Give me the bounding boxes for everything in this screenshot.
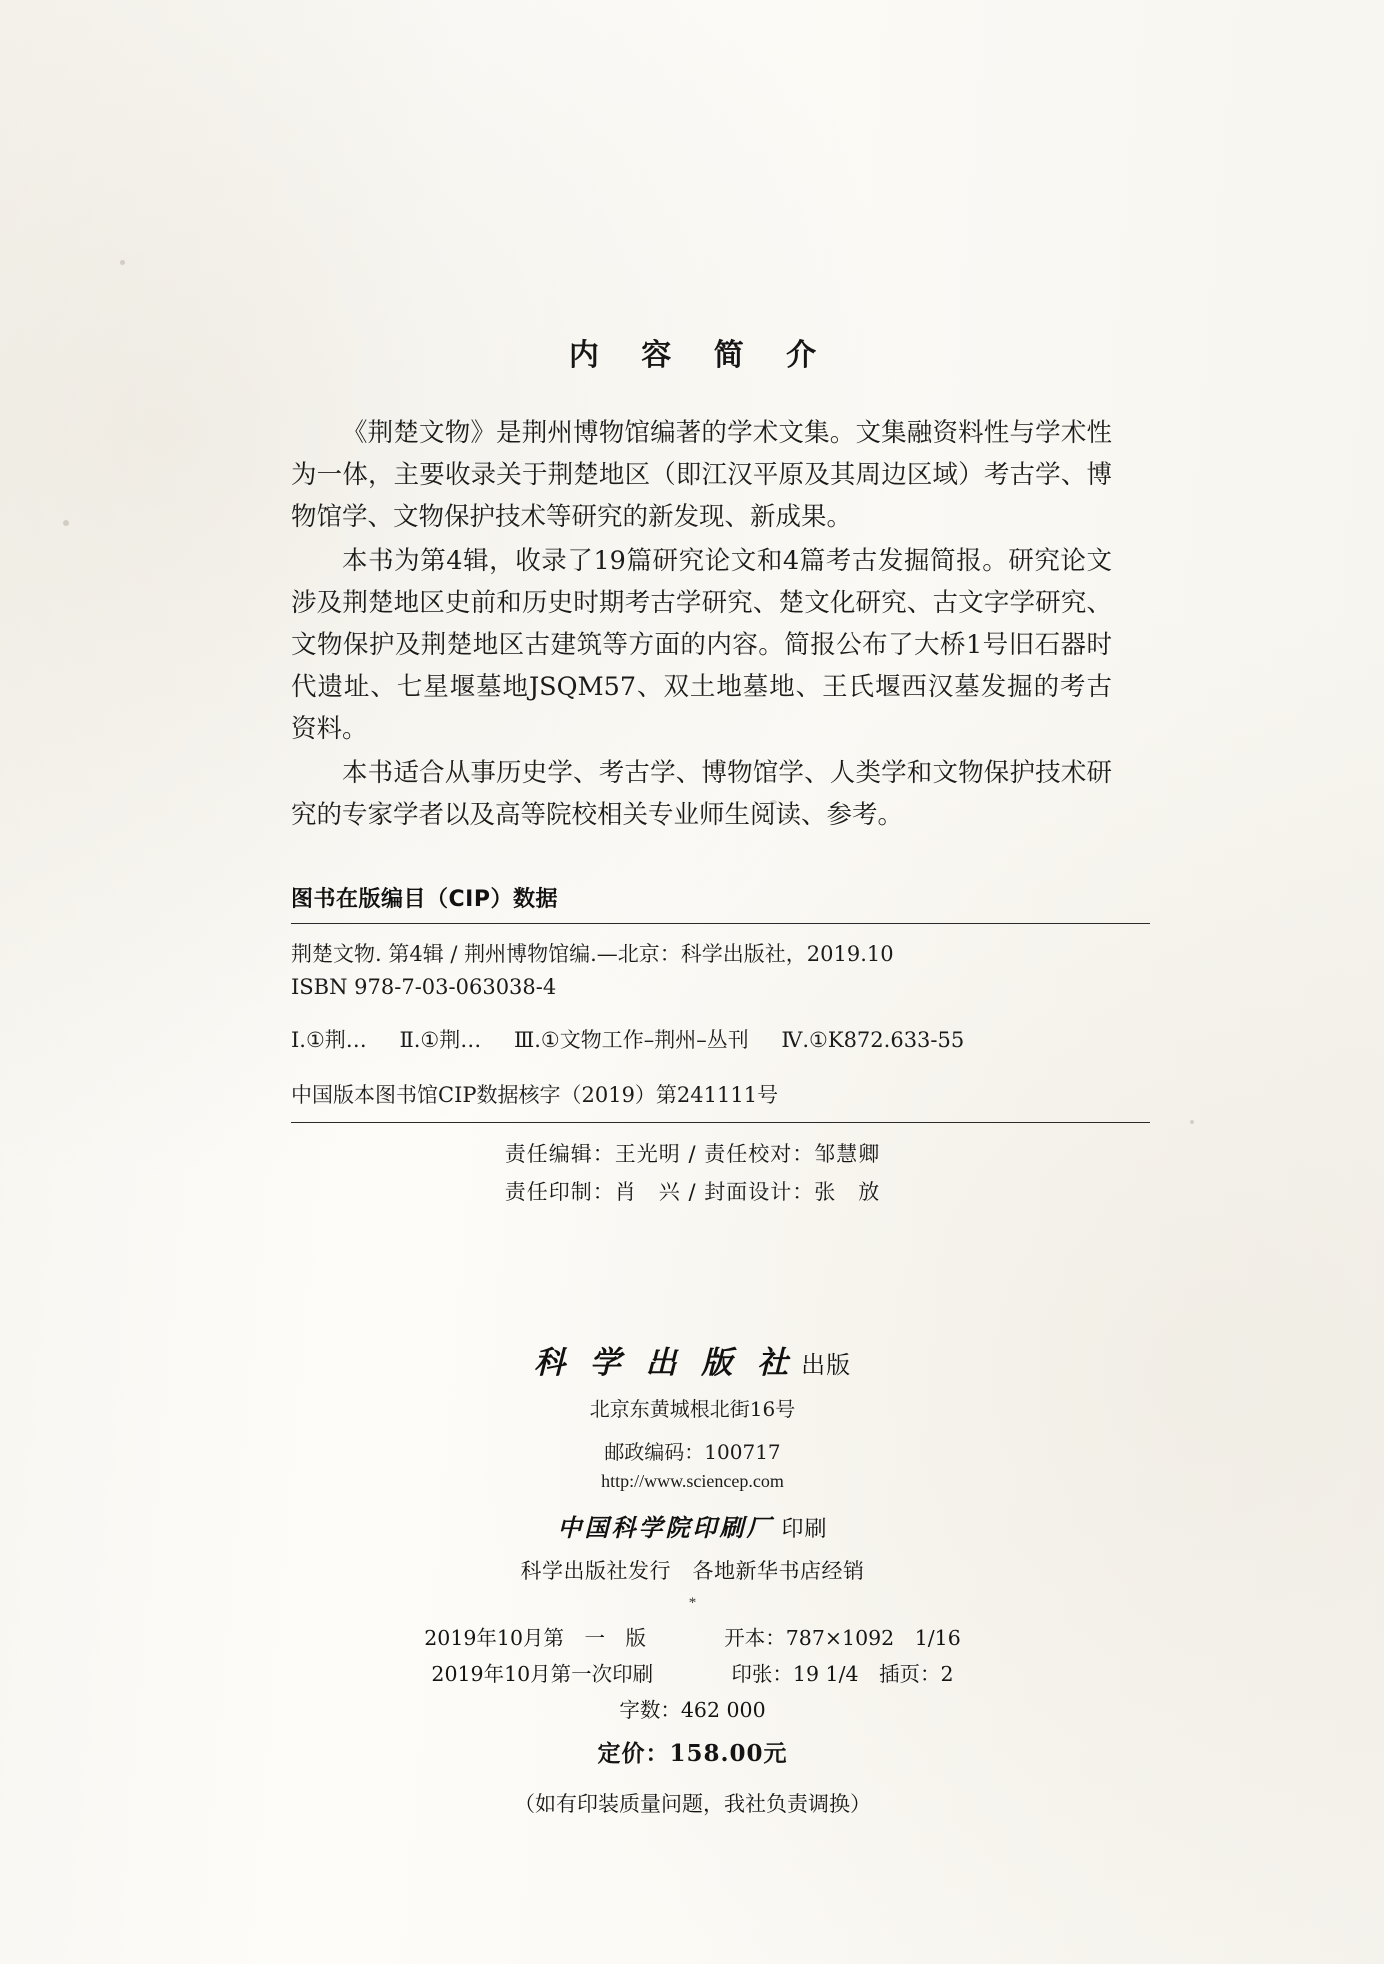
publisher-section — [205, 1337, 1180, 1612]
edition-date: 2019年10月第 一 版 — [424, 1626, 646, 1650]
print-run-date: 2019年10月第一次印刷 — [431, 1662, 654, 1686]
cip-isbn: ISBN 978-7-03-063038-4 — [291, 975, 557, 999]
specs-row-2 — [205, 1656, 1180, 1692]
publisher-postcode: 邮政编码：100717 — [604, 1440, 781, 1464]
credits-section — [205, 1135, 1180, 1217]
sheet-count: 印张：19 1/4 插页：2 — [731, 1662, 954, 1686]
word-count: 字数：462 000 — [619, 1698, 766, 1722]
distribution-line: 科学出版社发行 各地新华书店经销 — [520, 1559, 865, 1583]
publisher-suffix: 出版 — [801, 1351, 852, 1379]
publisher-url[interactable]: http://www.sciencep.com — [601, 1471, 784, 1491]
printer-suffix: 印刷 — [781, 1516, 828, 1541]
credit-printing-line: 责任印制：肖 兴 / 封面设计：张 放 — [504, 1180, 881, 1204]
printer-line — [205, 1508, 1180, 1543]
abstract-paragraph: 《荆楚文物》是荆州博物馆编著的学术文集。文集融资料性与学术性为一体，主要收录关于荆楚地区（即江汉平原及其周边区域）考古学、博物馆学、文物保护技术等研究的新发现、新成果。 — [291, 418, 1112, 532]
colophon-page — [205, 0, 1180, 1964]
cip-class-1: Ⅰ.①荆… — [291, 1028, 367, 1052]
printer-name: 中国科学院印刷厂 — [557, 1513, 774, 1542]
paper-speck — [63, 520, 69, 526]
publisher-address: 北京东黄城根北街16号 — [589, 1397, 796, 1421]
cip-section — [205, 882, 1180, 1123]
cip-body — [291, 924, 1150, 1122]
cip-rule-bottom — [291, 1122, 1150, 1123]
price: 定价：158.00元 — [597, 1740, 788, 1767]
cip-class-3: Ⅲ.①文物工作–荆州–丛刊 — [513, 1028, 749, 1052]
cip-title-line: 荆楚文物. 第4辑 / 荆州博物馆编.—北京：科学出版社，2019.10 — [291, 942, 894, 966]
separator-star: * — [688, 1595, 697, 1611]
paper-speck — [120, 260, 125, 265]
cip-classification — [291, 1024, 1150, 1057]
format-size: 开本：787×1092 1/16 — [724, 1626, 961, 1650]
paper-speck — [1190, 1120, 1194, 1124]
science-press-logo: 科 学 出 版 社 — [533, 1345, 796, 1381]
quality-notice: （如有印装质量问题，我社负责调换） — [514, 1792, 871, 1816]
page-title: 内 容 简 介 — [568, 338, 833, 373]
credit-editor-line: 责任编辑：王光明 / 责任校对：邹慧卿 — [504, 1142, 881, 1166]
printing-specs — [205, 1620, 1180, 1822]
cip-heading: 图书在版编目（CIP）数据 — [291, 887, 558, 912]
cip-verify-number: 中国版本图书馆CIP数据核字（2019）第241111号 — [291, 1083, 779, 1107]
publisher-name-line — [205, 1337, 1180, 1382]
cip-class-2: Ⅱ.①荆… — [399, 1028, 482, 1052]
abstract-paragraph: 本书为第4辑，收录了19篇研究论文和4篇考古发掘简报。研究论文涉及荆楚地区史前和历史时期考古学研究、楚文化研究、古文字学研究、文物保护及荆楚地区古建筑等方面的内容。简报公布了大桥1号旧石器时代遗址、七星堰墓地JSQM57、双土地墓地、王氏堰西汉墓发掘的考古资料。 — [291, 546, 1112, 744]
cip-class-4: Ⅳ.①K872.633-55 — [781, 1028, 965, 1052]
abstract-section — [205, 412, 1180, 836]
abstract-paragraph: 本书适合从事历史学、考古学、博物馆学、人类学和文物保护技术研究的专家学者以及高等院校相关专业师生阅读、参考。 — [291, 758, 1112, 830]
specs-row-1 — [205, 1620, 1180, 1656]
